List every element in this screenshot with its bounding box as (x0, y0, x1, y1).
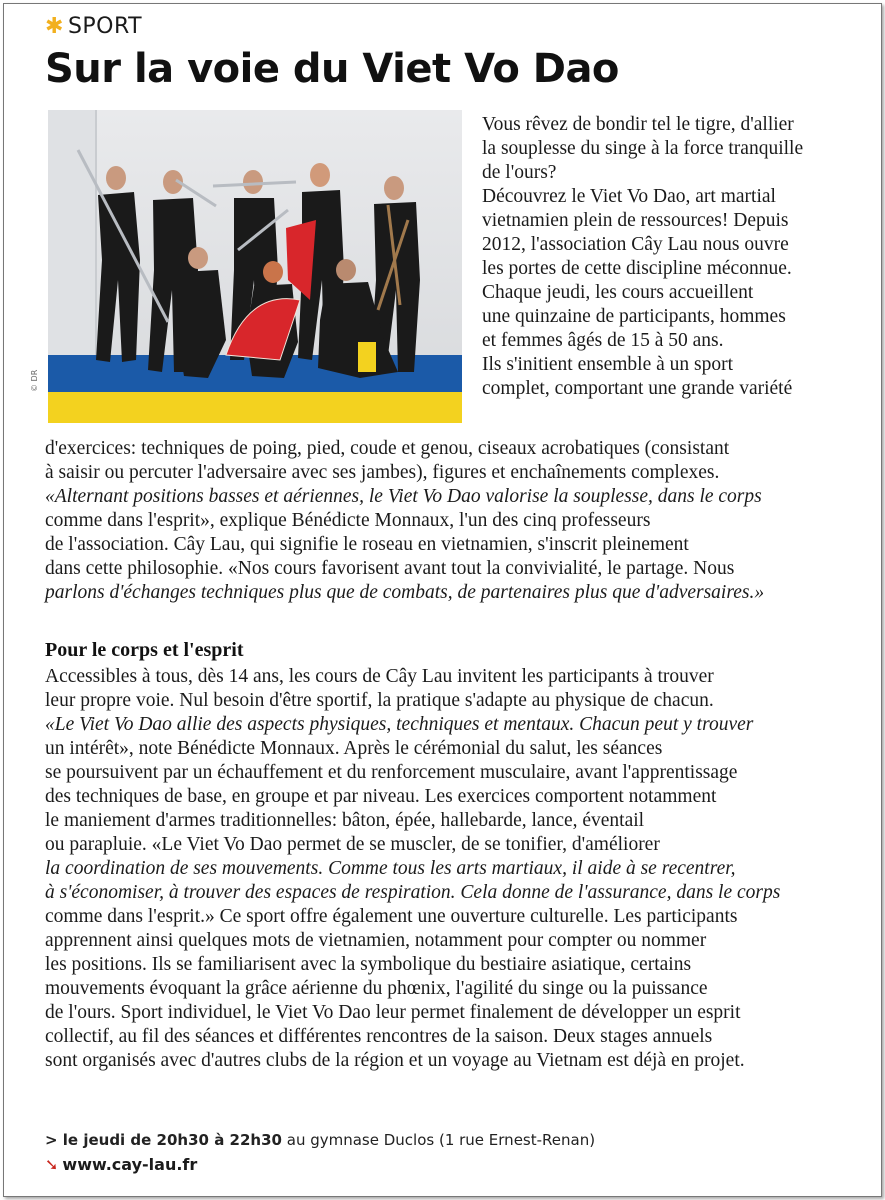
asterisk-icon: ✱ (45, 14, 64, 39)
body-line: collectif, au fil des séances et différentes rencontres de la saison. Deux stages annuels (45, 1026, 713, 1047)
martial-artists-photo (48, 110, 462, 423)
body-line: leur propre voie. Nul besoin d'être sportif, la pratique s'adapte au physique de chacun. (45, 690, 714, 711)
body-line: apprennent ainsi quelques mots de vietnamien, notamment pour compter ou nommer (45, 930, 707, 951)
intro-column (482, 113, 842, 401)
paragraph-1 (45, 437, 845, 605)
website-link[interactable] (45, 1155, 197, 1174)
body-line: «Alternant positions basses et aériennes, le Viet Vo Dao valorise la souplesse, dans le corps (45, 486, 762, 507)
intro-line: et femmes âgés de 15 à 50 ans. (482, 330, 724, 351)
intro-line: les portes de cette discipline méconnue. (482, 258, 792, 279)
body-line: les positions. Ils se familiarisent avec la symbolique du bestiaire asiatique, certains (45, 954, 692, 975)
body-line: comme dans l'esprit», explique Bénédicte Monnaux, l'un des cinq professeurs (45, 510, 651, 531)
body-line: se poursuivent par un échauffement et du renforcement musculaire, avant l'apprentissage (45, 762, 738, 783)
website-url[interactable]: www.cay-lau.fr (62, 1155, 198, 1174)
body-line: sont organisés avec d'autres clubs de la région et un voyage au Vietnam est déjà en projet. (45, 1050, 745, 1071)
body-line: la coordination de ses mouvements. Comme tous les arts martiaux, il aide à se recentrer, (45, 858, 736, 879)
body-line: ou parapluie. «Le Viet Vo Dao permet de se muscler, de se tonifier, d'améliorer (45, 834, 660, 855)
intro-line: Découvrez le Viet Vo Dao, art martial (482, 186, 776, 207)
body-line: comme dans l'esprit.» Ce sport offre également une ouverture culturelle. Les participants (45, 906, 738, 927)
schedule-info (45, 1131, 595, 1149)
body-line: dans cette philosophie. «Nos cours favorisent avant tout la convivialité, le partage. Nous (45, 558, 735, 579)
intro-line: la souplesse du singe à la force tranquille (482, 138, 804, 159)
intro-line: Ils s'initient ensemble à un sport (482, 354, 734, 375)
article-title: Sur la voie du Viet Vo Dao (45, 46, 619, 92)
section-subheading: Pour le corps et l'esprit (45, 639, 244, 661)
body-line: Accessibles à tous, dès 14 ans, les cours de Cây Lau invitent les participants à trouver (45, 666, 714, 687)
body-line: de l'association. Cây Lau, qui signifie le roseau en vietnamien, s'inscrit pleinement (45, 534, 689, 555)
intro-line: Vous rêvez de bondir tel le tigre, d'allier (482, 114, 794, 135)
body-line: parlons d'échanges techniques plus que de combats, de partenaires plus que d'adversaires.» (45, 582, 765, 603)
paragraph-2 (45, 665, 845, 1073)
body-line: des techniques de base, en groupe et par niveau. Les exercices comportent notamment (45, 786, 717, 807)
body-line: le maniement d'armes traditionnelles: bâton, épée, hallebarde, lance, éventail (45, 810, 645, 831)
intro-line: Chaque jeudi, les cours accueillent (482, 282, 754, 303)
section-tag (45, 14, 142, 39)
arrow-down-right-icon: ➘ (45, 1155, 59, 1174)
intro-line: de l'ours? (482, 162, 557, 183)
body-line: un intérêt», note Bénédicte Monnaux. Après le cérémonial du salut, les séances (45, 738, 663, 759)
body-line: à s'économiser, à trouver des espaces de respiration. Cela donne de l'assurance, dans le corps (45, 882, 781, 903)
article-photo (48, 110, 462, 423)
body-line: «Le Viet Vo Dao allie des aspects physiques, techniques et mentaux. Chacun peut y trouver (45, 714, 754, 735)
body-line: mouvements évoquant la grâce aérienne du phœnix, l'agilité du singe ou la puissance (45, 978, 708, 999)
intro-line: 2012, l'association Cây Lau nous ouvre (482, 234, 789, 255)
body-line: de l'ours. Sport individuel, le Viet Vo Dao leur permet finalement de développer un esprit (45, 1002, 741, 1023)
intro-line: vietnamien plein de ressources! Depuis (482, 210, 789, 231)
body-line: d'exercices: techniques de poing, pied, coude et genou, ciseaux acrobatiques (consistant (45, 438, 730, 459)
body-line: à saisir ou percuter l'adversaire avec ses jambes), figures et enchaînements complexes. (45, 462, 720, 483)
schedule-time: > le jeudi de 20h30 à 22h30 (45, 1131, 282, 1149)
intro-line: complet, comportant une grande variété (482, 378, 793, 399)
schedule-place: au gymnase Duclos (1 rue Ernest-Renan) (281, 1131, 596, 1149)
photo-credit: © DR (30, 369, 39, 392)
section-label: SPORT (67, 14, 143, 39)
intro-line: une quinzaine de participants, hommes (482, 306, 786, 327)
